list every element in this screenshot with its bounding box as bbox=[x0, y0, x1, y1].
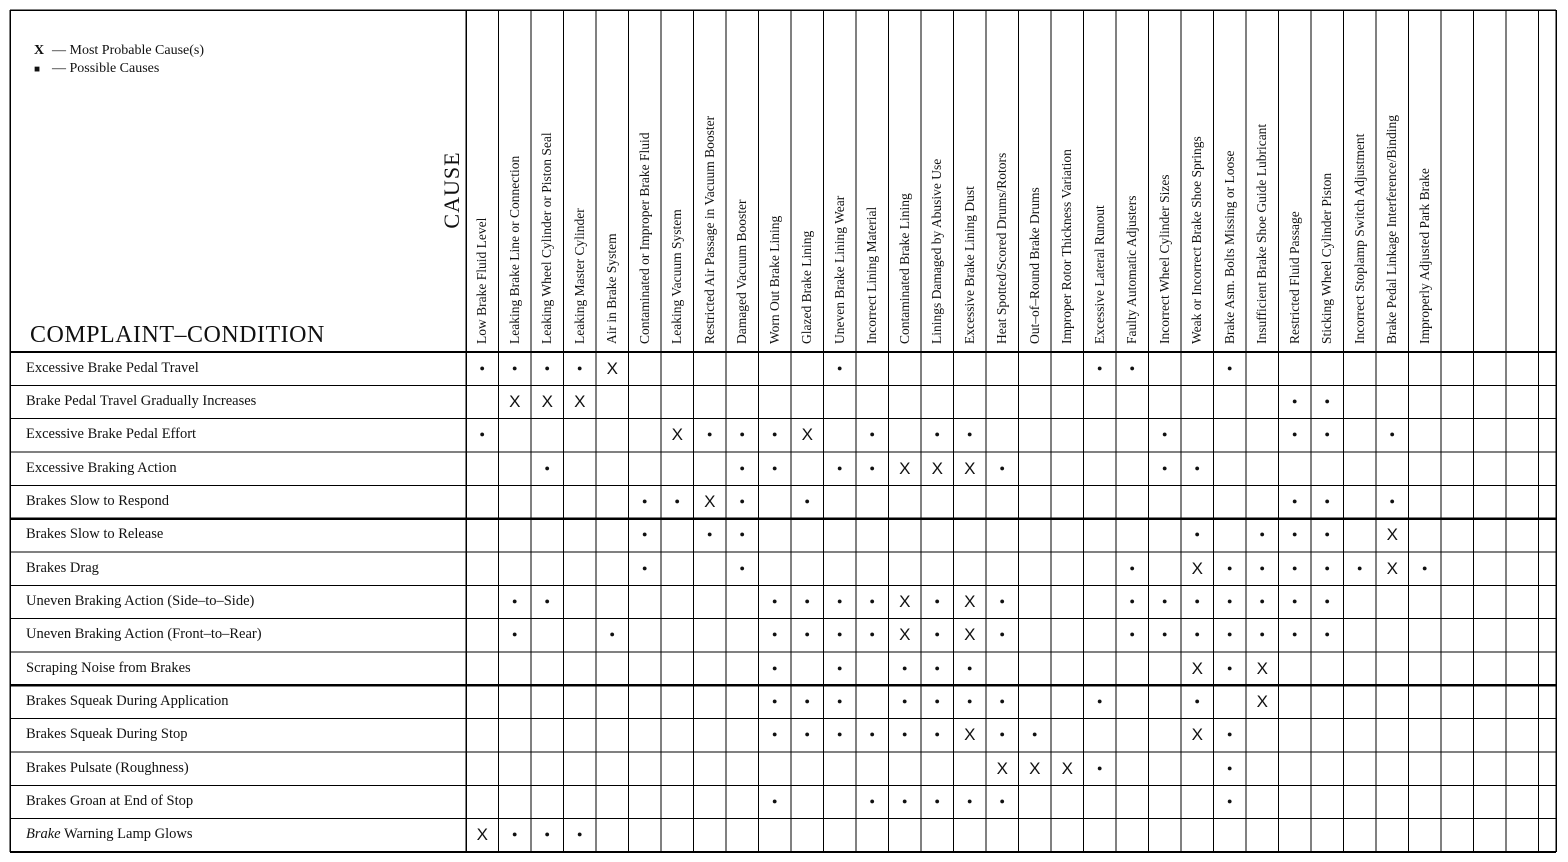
possible-cause-mark: ● bbox=[934, 695, 940, 706]
possible-cause-mark: ● bbox=[869, 595, 875, 606]
possible-cause-mark: ● bbox=[1259, 529, 1265, 540]
possible-cause-mark: ● bbox=[934, 429, 940, 440]
most-probable-mark: X bbox=[964, 591, 976, 611]
complaint-label bbox=[26, 827, 193, 842]
cause-header: Linings Damaged by Abusive Use bbox=[929, 158, 945, 344]
most-probable-mark: X bbox=[899, 591, 911, 611]
complaint-label: Brakes Slow to Respond bbox=[26, 492, 169, 509]
possible-cause-mark: ● bbox=[772, 462, 778, 473]
complaint-label: Uneven Braking Action (Side–to–Side) bbox=[26, 592, 255, 609]
possible-cause-mark: ● bbox=[1227, 795, 1233, 806]
cause-header: Heat Spotted/Scored Drums/Rotors bbox=[994, 152, 1010, 344]
cause-header: Weak or Incorrect Brake Shoe Springs bbox=[1189, 136, 1205, 344]
possible-cause-mark: ● bbox=[869, 629, 875, 640]
possible-cause-mark: ● bbox=[479, 362, 485, 373]
most-probable-mark: X bbox=[1386, 525, 1398, 545]
possible-cause-mark: ● bbox=[544, 595, 550, 606]
x-mark: X bbox=[34, 43, 45, 58]
possible-cause-mark: ● bbox=[1227, 562, 1233, 573]
cause-header: Restricted Fluid Passage bbox=[1286, 211, 1302, 344]
complaint-label: Brakes Pulsate (Roughness) bbox=[26, 759, 189, 776]
possible-cause-mark: ● bbox=[1292, 595, 1298, 606]
cause-header: Improper Rotor Thickness Variation bbox=[1059, 149, 1075, 344]
possible-cause-mark: ● bbox=[642, 562, 648, 573]
possible-cause-mark: ● bbox=[1227, 595, 1233, 606]
possible-cause-mark: ● bbox=[1259, 629, 1265, 640]
possible-cause-mark: ● bbox=[1324, 595, 1330, 606]
possible-cause-mark: ● bbox=[772, 795, 778, 806]
possible-cause-mark: ● bbox=[1324, 529, 1330, 540]
possible-cause-mark: ● bbox=[1227, 629, 1233, 640]
possible-cause-mark: ● bbox=[1227, 762, 1233, 773]
possible-cause-mark: ● bbox=[1194, 529, 1200, 540]
most-probable-mark: X bbox=[964, 725, 976, 745]
dot-mark: ■ bbox=[34, 64, 41, 75]
possible-cause-mark: ● bbox=[1259, 595, 1265, 606]
possible-cause-mark: ● bbox=[1292, 629, 1298, 640]
cause-header: Incorrect Lining Material bbox=[864, 206, 880, 344]
cause-header: Leaking Master Cylinder bbox=[571, 208, 587, 344]
most-probable-mark: X bbox=[704, 491, 716, 511]
cause-header: Insufficient Brake Shoe Guide Lubricant bbox=[1254, 123, 1270, 344]
possible-cause-mark: ● bbox=[902, 662, 908, 673]
possible-cause-mark: ● bbox=[999, 729, 1005, 740]
cause-header: Contaminated Brake Lining bbox=[896, 193, 912, 344]
possible-cause-mark: ● bbox=[869, 795, 875, 806]
possible-cause-mark: ● bbox=[869, 729, 875, 740]
possible-cause-mark: ● bbox=[544, 829, 550, 840]
possible-cause-mark: ● bbox=[1162, 462, 1168, 473]
possible-cause-mark: ● bbox=[1324, 395, 1330, 406]
possible-cause-mark: ● bbox=[1292, 495, 1298, 506]
possible-cause-mark: ● bbox=[1227, 729, 1233, 740]
most-probable-mark: X bbox=[801, 425, 813, 445]
most-probable-mark: X bbox=[1256, 691, 1268, 711]
possible-cause-mark: ● bbox=[837, 462, 843, 473]
possible-cause-mark: ● bbox=[739, 462, 745, 473]
possible-cause-mark: ● bbox=[1097, 362, 1103, 373]
most-probable-mark: X bbox=[509, 391, 521, 411]
possible-cause-mark: ● bbox=[1422, 562, 1428, 573]
complaint-label: Brakes Squeak During Stop bbox=[26, 726, 188, 743]
possible-cause-mark: ● bbox=[739, 562, 745, 573]
possible-cause-mark: ● bbox=[1097, 695, 1103, 706]
most-probable-mark: X bbox=[476, 825, 488, 845]
complaint-label: Brakes Groan at End of Stop bbox=[26, 792, 194, 809]
cause-heading: CAUSE bbox=[439, 151, 464, 229]
possible-cause-mark: ● bbox=[1324, 562, 1330, 573]
most-probable-mark: X bbox=[1386, 558, 1398, 578]
cause-header: Restricted Air Passage in Vacuum Booster bbox=[701, 115, 717, 344]
possible-cause-mark: ● bbox=[707, 429, 713, 440]
possible-cause-mark: ● bbox=[1194, 695, 1200, 706]
cause-header: Low Brake Fluid Level bbox=[474, 217, 490, 344]
complaint-label: Excessive Brake Pedal Travel bbox=[26, 359, 199, 376]
possible-cause-mark: ● bbox=[707, 529, 713, 540]
complaint-label-rest: Warning Lamp Glows bbox=[60, 826, 193, 843]
possible-cause-mark: ● bbox=[642, 529, 648, 540]
possible-cause-mark: ● bbox=[804, 695, 810, 706]
possible-cause-mark: ● bbox=[1227, 662, 1233, 673]
complaint-condition-heading: COMPLAINT–CONDITION bbox=[30, 322, 325, 348]
most-probable-mark: X bbox=[899, 625, 911, 645]
most-probable-mark: X bbox=[996, 758, 1008, 778]
possible-cause-mark: ● bbox=[902, 695, 908, 706]
possible-cause-mark: ● bbox=[837, 662, 843, 673]
possible-cause-mark: ● bbox=[999, 595, 1005, 606]
cause-header: Contaminated or Improper Brake Fluid bbox=[636, 132, 652, 344]
cause-header: Excessive Brake Lining Dust bbox=[961, 186, 977, 344]
cause-header: Out–of–Round Brake Drums bbox=[1026, 187, 1042, 344]
cause-header: Leaking Wheel Cylinder or Piston Seal bbox=[539, 132, 555, 344]
complaint-label: Uneven Braking Action (Front–to–Rear) bbox=[26, 626, 262, 643]
possible-cause-mark: ● bbox=[1292, 562, 1298, 573]
possible-cause-mark: ● bbox=[512, 362, 518, 373]
possible-cause-mark: ● bbox=[772, 629, 778, 640]
possible-cause-mark: ● bbox=[512, 829, 518, 840]
possible-cause-mark: ● bbox=[934, 729, 940, 740]
possible-cause-mark: ● bbox=[479, 429, 485, 440]
legend-x-text: — Most Probable Cause(s) bbox=[52, 43, 205, 58]
possible-cause-mark: ● bbox=[577, 362, 583, 373]
most-probable-mark: X bbox=[964, 625, 976, 645]
legend-possible bbox=[34, 60, 204, 79]
possible-cause-mark: ● bbox=[804, 595, 810, 606]
possible-cause-mark: ● bbox=[1129, 629, 1135, 640]
cause-header: Worn Out Brake Lining bbox=[766, 215, 782, 344]
possible-cause-mark: ● bbox=[967, 662, 973, 673]
possible-cause-mark: ● bbox=[1259, 562, 1265, 573]
possible-cause-mark: ● bbox=[837, 629, 843, 640]
possible-cause-mark: ● bbox=[577, 829, 583, 840]
possible-cause-mark: ● bbox=[1324, 629, 1330, 640]
possible-cause-mark: ● bbox=[837, 695, 843, 706]
possible-cause-mark: ● bbox=[1324, 429, 1330, 440]
possible-cause-mark: ● bbox=[804, 629, 810, 640]
legend bbox=[34, 42, 204, 79]
possible-cause-mark: ● bbox=[674, 495, 680, 506]
cause-header: Sticking Wheel Cylinder Piston bbox=[1319, 172, 1335, 344]
cause-header: Incorrect Stoplamp Switch Adjustment bbox=[1351, 133, 1367, 344]
possible-cause-mark: ● bbox=[1292, 395, 1298, 406]
most-probable-mark: X bbox=[574, 391, 586, 411]
possible-cause-mark: ● bbox=[999, 462, 1005, 473]
possible-cause-mark: ● bbox=[1162, 595, 1168, 606]
most-probable-mark: X bbox=[899, 458, 911, 478]
possible-cause-mark: ● bbox=[1389, 495, 1395, 506]
possible-cause-mark: ● bbox=[1194, 462, 1200, 473]
cause-header: Uneven Brake Lining Wear bbox=[831, 195, 847, 344]
possible-cause-mark: ● bbox=[869, 462, 875, 473]
possible-cause-mark: ● bbox=[967, 695, 973, 706]
possible-cause-mark: ● bbox=[934, 595, 940, 606]
possible-cause-mark: ● bbox=[739, 495, 745, 506]
cause-header: Leaking Vacuum System bbox=[669, 209, 685, 344]
complaint-label: Brakes Slow to Release bbox=[26, 526, 164, 543]
possible-cause-mark: ● bbox=[544, 462, 550, 473]
possible-cause-mark: ● bbox=[967, 429, 973, 440]
cause-header: Improperly Adjusted Park Brake bbox=[1416, 168, 1432, 344]
most-probable-mark: X bbox=[1256, 658, 1268, 678]
possible-cause-mark: ● bbox=[1162, 629, 1168, 640]
possible-cause-mark: ● bbox=[902, 729, 908, 740]
cause-header: Glazed Brake Lining bbox=[799, 230, 815, 344]
possible-cause-mark: ● bbox=[544, 362, 550, 373]
complaint-label: Scraping Noise from Brakes bbox=[26, 659, 191, 676]
possible-cause-mark: ● bbox=[1292, 429, 1298, 440]
cause-header: Air in Brake System bbox=[604, 233, 620, 344]
cause-header: Excessive Lateral Runout bbox=[1091, 205, 1107, 344]
most-probable-mark: X bbox=[1061, 758, 1073, 778]
most-probable-mark: X bbox=[671, 425, 683, 445]
cause-header: Incorrect Wheel Cylinder Sizes bbox=[1156, 174, 1172, 344]
most-probable-mark: X bbox=[1191, 658, 1203, 678]
possible-cause-mark: ● bbox=[1129, 595, 1135, 606]
possible-cause-mark: ● bbox=[804, 495, 810, 506]
possible-cause-mark: ● bbox=[1194, 595, 1200, 606]
possible-cause-mark: ● bbox=[999, 629, 1005, 640]
possible-cause-mark: ● bbox=[999, 795, 1005, 806]
possible-cause-mark: ● bbox=[772, 662, 778, 673]
possible-cause-mark: ● bbox=[1357, 562, 1363, 573]
legend-most-probable bbox=[34, 42, 204, 60]
possible-cause-mark: ● bbox=[967, 795, 973, 806]
possible-cause-mark: ● bbox=[1227, 362, 1233, 373]
cause-header: Brake Pedal Linkage Interference/Binding bbox=[1384, 114, 1400, 344]
possible-cause-mark: ● bbox=[1032, 729, 1038, 740]
most-probable-mark: X bbox=[1191, 725, 1203, 745]
most-probable-mark: X bbox=[964, 458, 976, 478]
cause-header: Faulty Automatic Adjusters bbox=[1124, 195, 1140, 344]
most-probable-mark: X bbox=[606, 358, 618, 378]
possible-cause-mark: ● bbox=[934, 795, 940, 806]
complaint-label: Excessive Brake Pedal Effort bbox=[26, 426, 197, 443]
possible-cause-mark: ● bbox=[512, 595, 518, 606]
possible-cause-mark: ● bbox=[869, 429, 875, 440]
possible-cause-mark: ● bbox=[739, 529, 745, 540]
cause-header: Damaged Vacuum Booster bbox=[734, 199, 750, 344]
most-probable-mark: X bbox=[931, 458, 943, 478]
possible-cause-mark: ● bbox=[609, 629, 615, 640]
possible-cause-mark: ● bbox=[934, 629, 940, 640]
most-probable-mark: X bbox=[1191, 558, 1203, 578]
possible-cause-mark: ● bbox=[512, 629, 518, 640]
possible-cause-mark: ● bbox=[934, 662, 940, 673]
possible-cause-mark: ● bbox=[837, 729, 843, 740]
cause-header: Leaking Brake Line or Connection bbox=[506, 155, 522, 344]
possible-cause-mark: ● bbox=[1162, 429, 1168, 440]
complaint-label: Excessive Braking Action bbox=[26, 459, 177, 476]
complaint-label: Brake Pedal Travel Gradually Increases bbox=[26, 392, 257, 409]
possible-cause-mark: ● bbox=[1194, 629, 1200, 640]
most-probable-mark: X bbox=[1029, 758, 1041, 778]
possible-cause-mark: ● bbox=[804, 729, 810, 740]
possible-cause-mark: ● bbox=[772, 429, 778, 440]
possible-cause-mark: ● bbox=[642, 495, 648, 506]
possible-cause-mark: ● bbox=[1324, 495, 1330, 506]
possible-cause-mark: ● bbox=[902, 795, 908, 806]
possible-cause-mark: ● bbox=[1292, 529, 1298, 540]
most-probable-mark: X bbox=[541, 391, 553, 411]
possible-cause-mark: ● bbox=[772, 729, 778, 740]
legend-dot-text: — Possible Causes bbox=[52, 61, 160, 76]
complaint-label: Brakes Drag bbox=[26, 559, 99, 576]
possible-cause-mark: ● bbox=[1129, 562, 1135, 573]
possible-cause-mark: ● bbox=[1097, 762, 1103, 773]
possible-cause-mark: ● bbox=[1389, 429, 1395, 440]
possible-cause-mark: ● bbox=[1129, 362, 1135, 373]
possible-cause-mark: ● bbox=[772, 595, 778, 606]
possible-cause-mark: ● bbox=[772, 695, 778, 706]
possible-cause-mark: ● bbox=[837, 595, 843, 606]
possible-cause-mark: ● bbox=[837, 362, 843, 373]
possible-cause-mark: ● bbox=[739, 429, 745, 440]
complaint-label: Brakes Squeak During Application bbox=[26, 692, 229, 709]
possible-cause-mark: ● bbox=[999, 695, 1005, 706]
complaint-label-italic: Brake bbox=[26, 826, 61, 843]
cause-header: Brake Asm. Bolts Missing or Loose bbox=[1221, 150, 1237, 344]
